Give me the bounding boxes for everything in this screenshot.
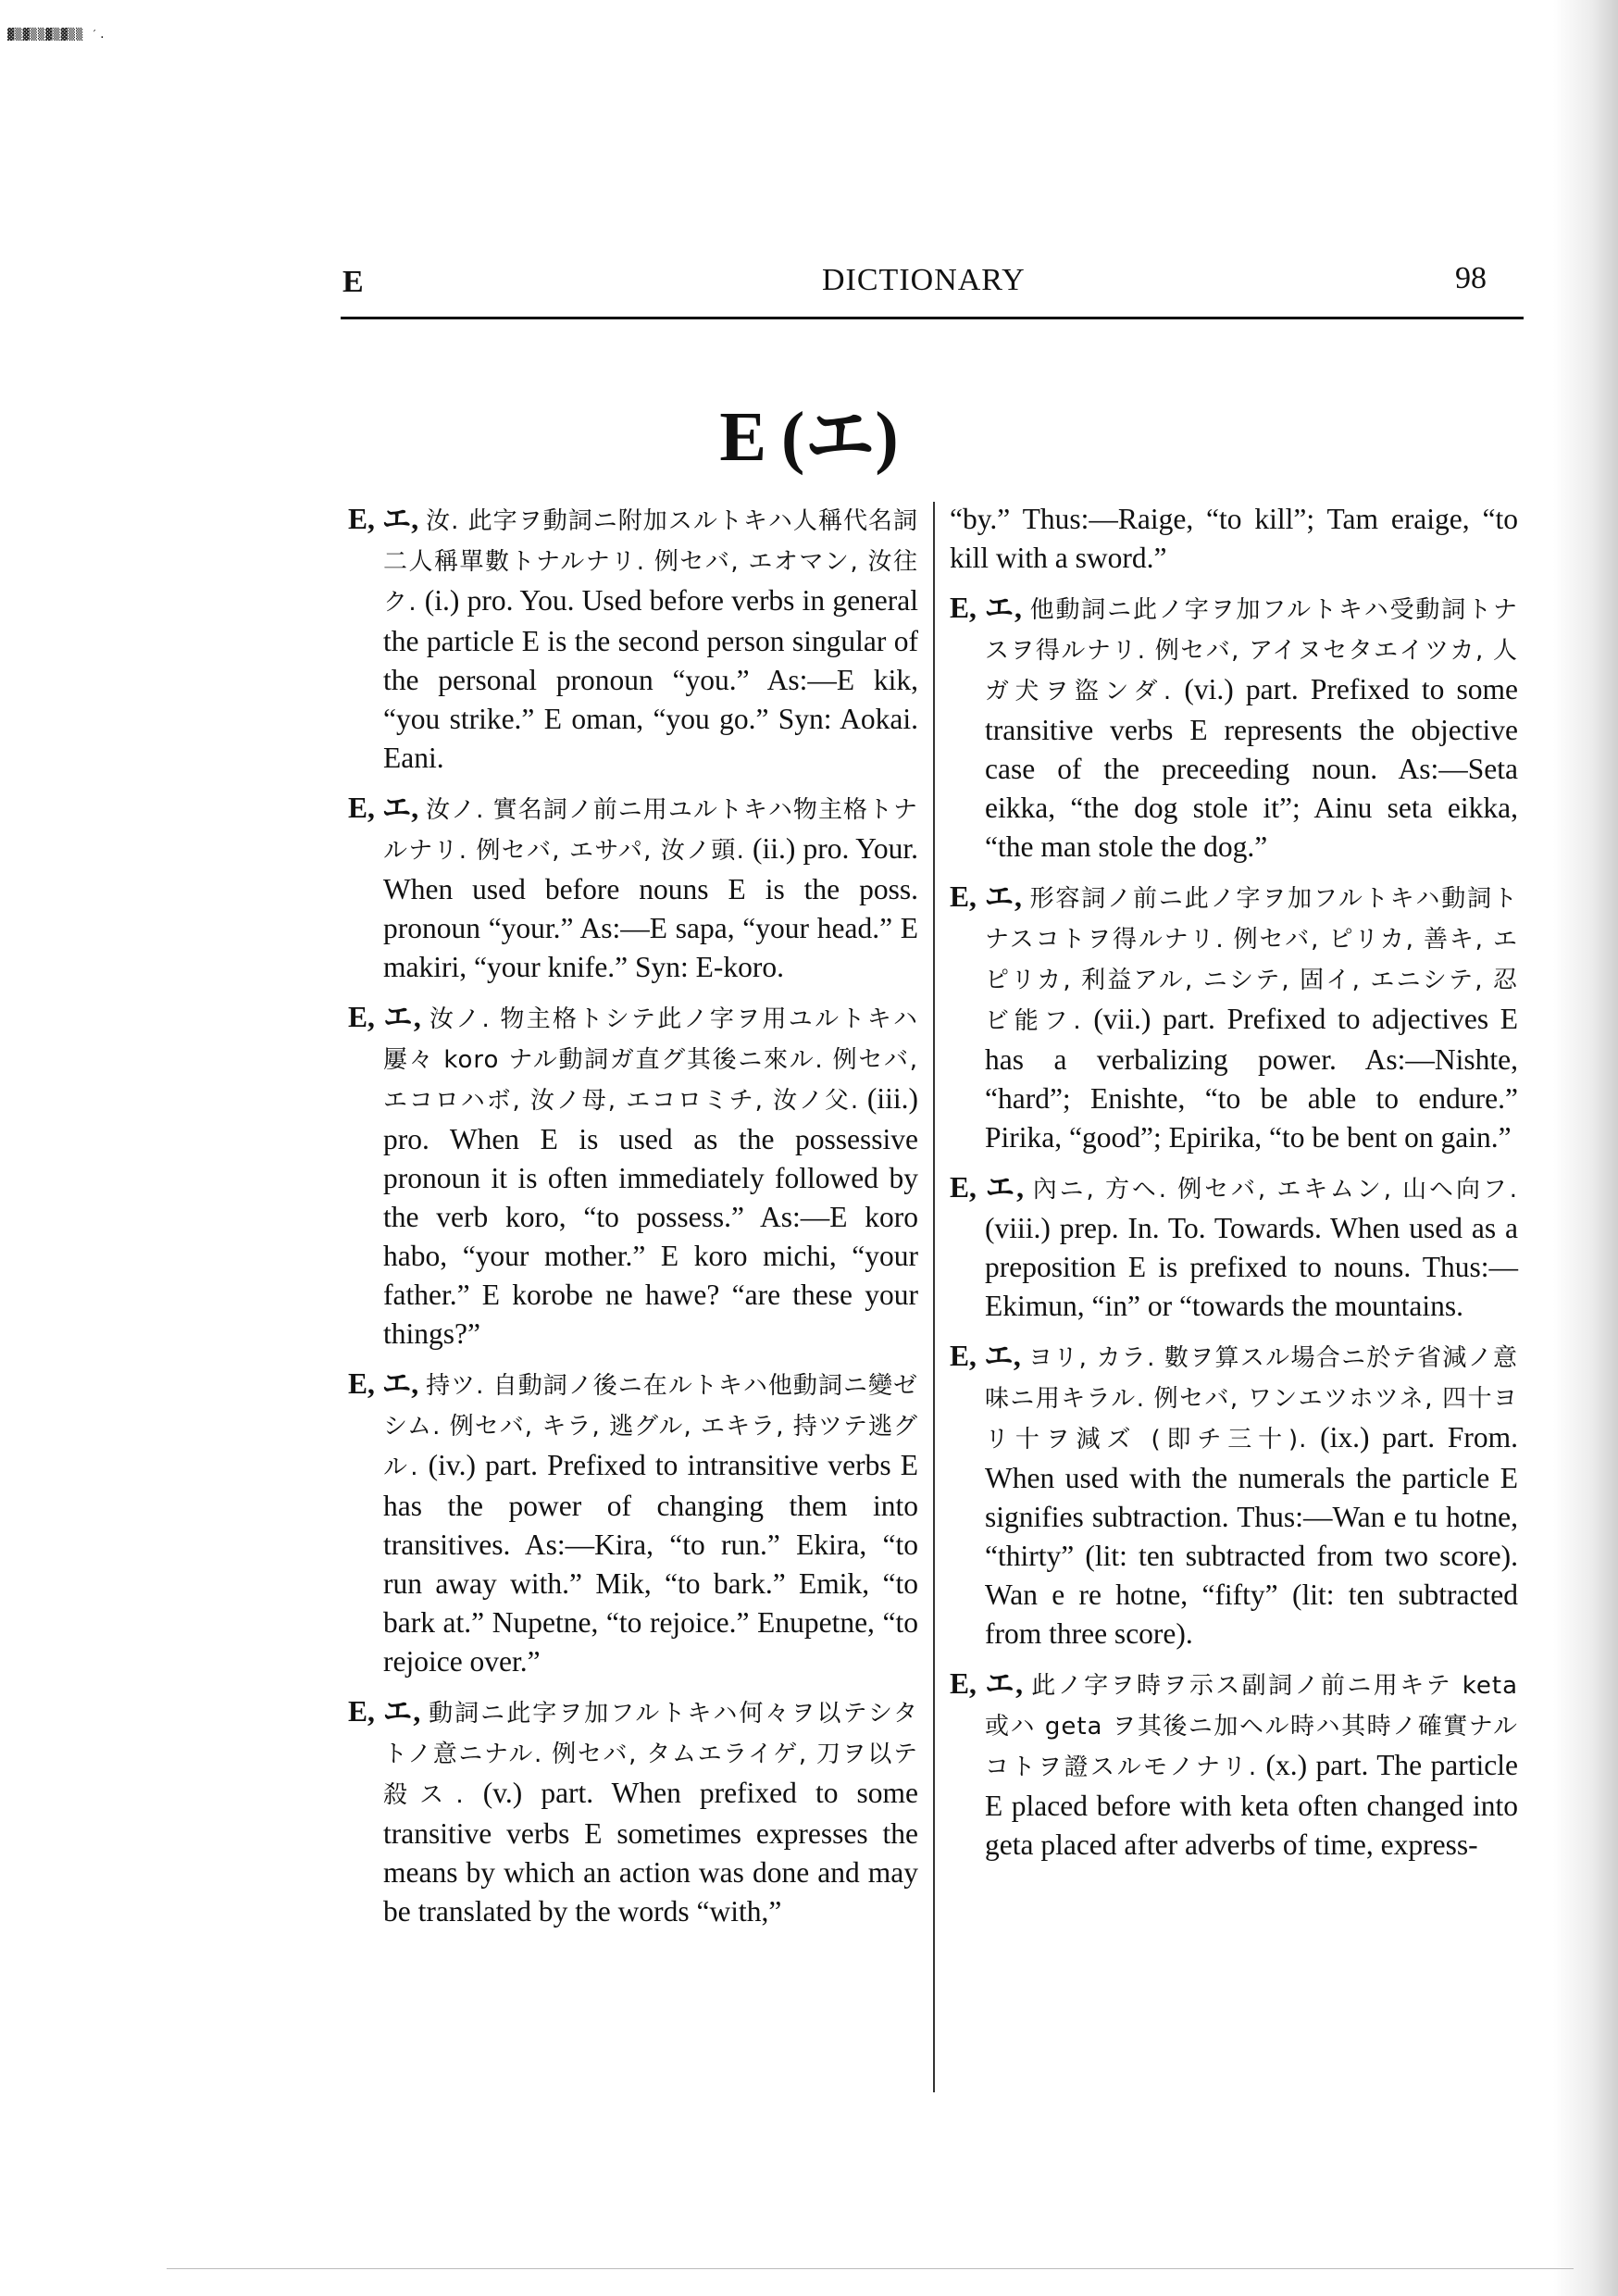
japanese-gloss: 形容詞ノ前ニ此ノ字ヲ加フルトキハ動詞トナスコトヲ得ルナリ. 例セバ, ピリカ, 善キ, エピリカ, 利益アル, ニシテ, 固イ, エニシテ, 忍ビ能フ. — [985, 885, 1518, 1035]
section-heading-kana: (エ) — [781, 398, 899, 476]
headword: E, エ, — [950, 1667, 1023, 1700]
japanese-gloss: 動詞ニ此字ヲ加フルトキハ何々ヲ以テシタトノ意ニナル. 例セバ, タムエライゲ, 刀ヲ以テ殺ス. — [383, 1700, 919, 1809]
entry-v — [348, 1692, 918, 1931]
japanese-gloss: 汝ノ. 實名詞ノ前ニ用ユルトキハ物主格トナルナリ. 例セバ, エサパ, 汝ノ頭. — [383, 796, 919, 865]
japanese-gloss: ヨリ, カラ. 數ヲ算スル場合ニ於テ省減ノ意味ニ用キラル. 例セバ, ワンエツホツネ, 四十ヨリ十ヲ減ズ (即チ三十). — [985, 1344, 1519, 1454]
entry-v-continuation: “by.” Thus:—Raige, “to kill”; Tam eraige, “to kill with a sword.” — [950, 503, 1518, 574]
english-definition: (iv.) part. Prefixed to intransitive verbs E has the power of changing them into transitives. As:—Kira, “to run.” Ekira, “to run away with.” Mik, “to bark.” Emik, “to bark at.” Nupetne, “to rejoice.” Enupetne, “to rejoice over.” — [383, 1449, 919, 1678]
headword: E, エ, — [950, 592, 1022, 624]
right-column — [950, 500, 1518, 1876]
entry-i — [348, 500, 918, 778]
running-head-title: DICTIONARY — [822, 263, 1026, 297]
entry-vii — [950, 878, 1518, 1157]
english-definition: (ix.) part. From. When used with the numerals the particle E signifies subtraction. Thus:—Wan e tu hotne, “thirty” (lit: ten subtracted from two score). Wan e re hotne, “fifty” (lit: ten subtracted from three score). — [985, 1421, 1518, 1650]
entry-iv — [348, 1365, 918, 1681]
entry-ix — [950, 1337, 1518, 1653]
scan-bottom-line — [167, 2268, 1574, 2269]
japanese-gloss: 內ニ, 方ヘ. 例セバ, エキムン, 山ヘ向フ. — [1032, 1176, 1519, 1204]
english-definition: (viii.) prep. In. To. Towards. When used as a preposition E is prefixed to nouns. Thus:—Ekimun, “in” or “towards the mountains. — [985, 1212, 1518, 1322]
english-definition: (v.) part. When prefixed to some transitive verbs E sometimes expresses the means by which an action was done and may be translated by the words “with,” — [383, 1777, 918, 1928]
english-definition: (x.) part. The particle E placed before with keta often changed into geta placed after adverbs of time, express- — [985, 1749, 1518, 1861]
running-head-letter: E — [342, 265, 364, 299]
headword: E, エ, — [950, 1171, 1024, 1204]
japanese-gloss: 汝ノ. 物主格トシテ此ノ字ヲ用ユルトキハ屢々 koro ナル動詞ガ直グ其後ニ來ル. 例セバ, エコロハボ, 汝ノ母, エコロミチ, 汝ノ父. — [383, 1005, 918, 1115]
japanese-gloss: 汝. 此字ヲ動詞ニ附加スルトキハ人稱代名詞二人稱單數トナルナリ. 例セバ, エオマン, 汝往ク. — [383, 507, 919, 617]
japanese-gloss: 持ツ. 自動詞ノ後ニ在ルトキハ他動詞ニ變ゼシム. 例セバ, キラ, 逃グル, エキラ, 持ツテ逃グル. — [383, 1372, 919, 1481]
scan-mark: ▓▒▓▒▒▓▒▓▒▒ ′. — [7, 28, 106, 41]
column-divider — [933, 502, 935, 2092]
headword: E, エ, — [348, 792, 419, 824]
entry-iii — [348, 998, 918, 1354]
english-definition: (iii.) pro. When E is used as the possessive pronoun it is often immediately followed by the verb koro, “to possess.” As:—E koro habo, “your mother.” E koro michi, “your father.” E korobe ne hawe? “are these your things?” — [383, 1082, 919, 1350]
page-number: 98 — [1455, 261, 1487, 295]
headword: E, エ, — [348, 1367, 419, 1400]
entry-viii — [950, 1168, 1518, 1326]
headword: E, エ, — [950, 1340, 1021, 1372]
headword: E, エ, — [950, 880, 1022, 913]
scan-edge-shadow — [1553, 0, 1618, 2296]
english-definition: (ii.) pro. Your. When used before nouns E is the poss. pronoun “your.” As:—E sapa, “your head.” E makiri, “your knife.” Syn: E-koro. — [383, 832, 919, 983]
english-definition: (i.) pro. You. Used before verbs in general the particle E is the second person singular of the personal pronoun “you.” As:—E kik, “you strike.” E oman, “you go.” Syn: Aokai. Eani. — [383, 584, 919, 774]
headword: E, エ, — [348, 1695, 421, 1728]
japanese-gloss: 他動詞ニ此ノ字ヲ加フルトキハ受動詞トナスヲ得ルナリ. 例セバ, アイヌセタエイツカ, 人ガ犬ヲ盜ンダ. — [985, 596, 1518, 705]
section-heading — [0, 380, 1618, 480]
english-definition: (vii.) part. Prefixed to adjectives E has a verbalizing power. As:—Nishte, “hard”; Enishte, “to be able to endure.” Pirika, “good”; Epirika, “to be bent on gain.” — [985, 1003, 1518, 1154]
japanese-gloss: 此ノ字ヲ時ヲ示ス副詞ノ前ニ用キテ keta 或ハ geta ヲ其後ニ加ヘル時ハ其時ノ確實ナルコトヲ證スルモノナリ. — [985, 1672, 1519, 1781]
headword: E, エ, — [348, 1001, 421, 1033]
left-column — [348, 500, 918, 1942]
section-heading-latin: E — [719, 398, 767, 476]
header-rule — [341, 317, 1524, 319]
english-definition: (vi.) part. Prefixed to some transitive verbs E represents the objective case of the preceeding noun. As:—Seta eikka, “the dog stole it”; Ainu seta eikka, “the man stole the dog.” — [985, 673, 1518, 863]
entry-vi — [950, 589, 1518, 867]
entry-x — [950, 1665, 1518, 1865]
entry-ii — [348, 789, 918, 987]
headword: E, エ, — [348, 503, 419, 535]
